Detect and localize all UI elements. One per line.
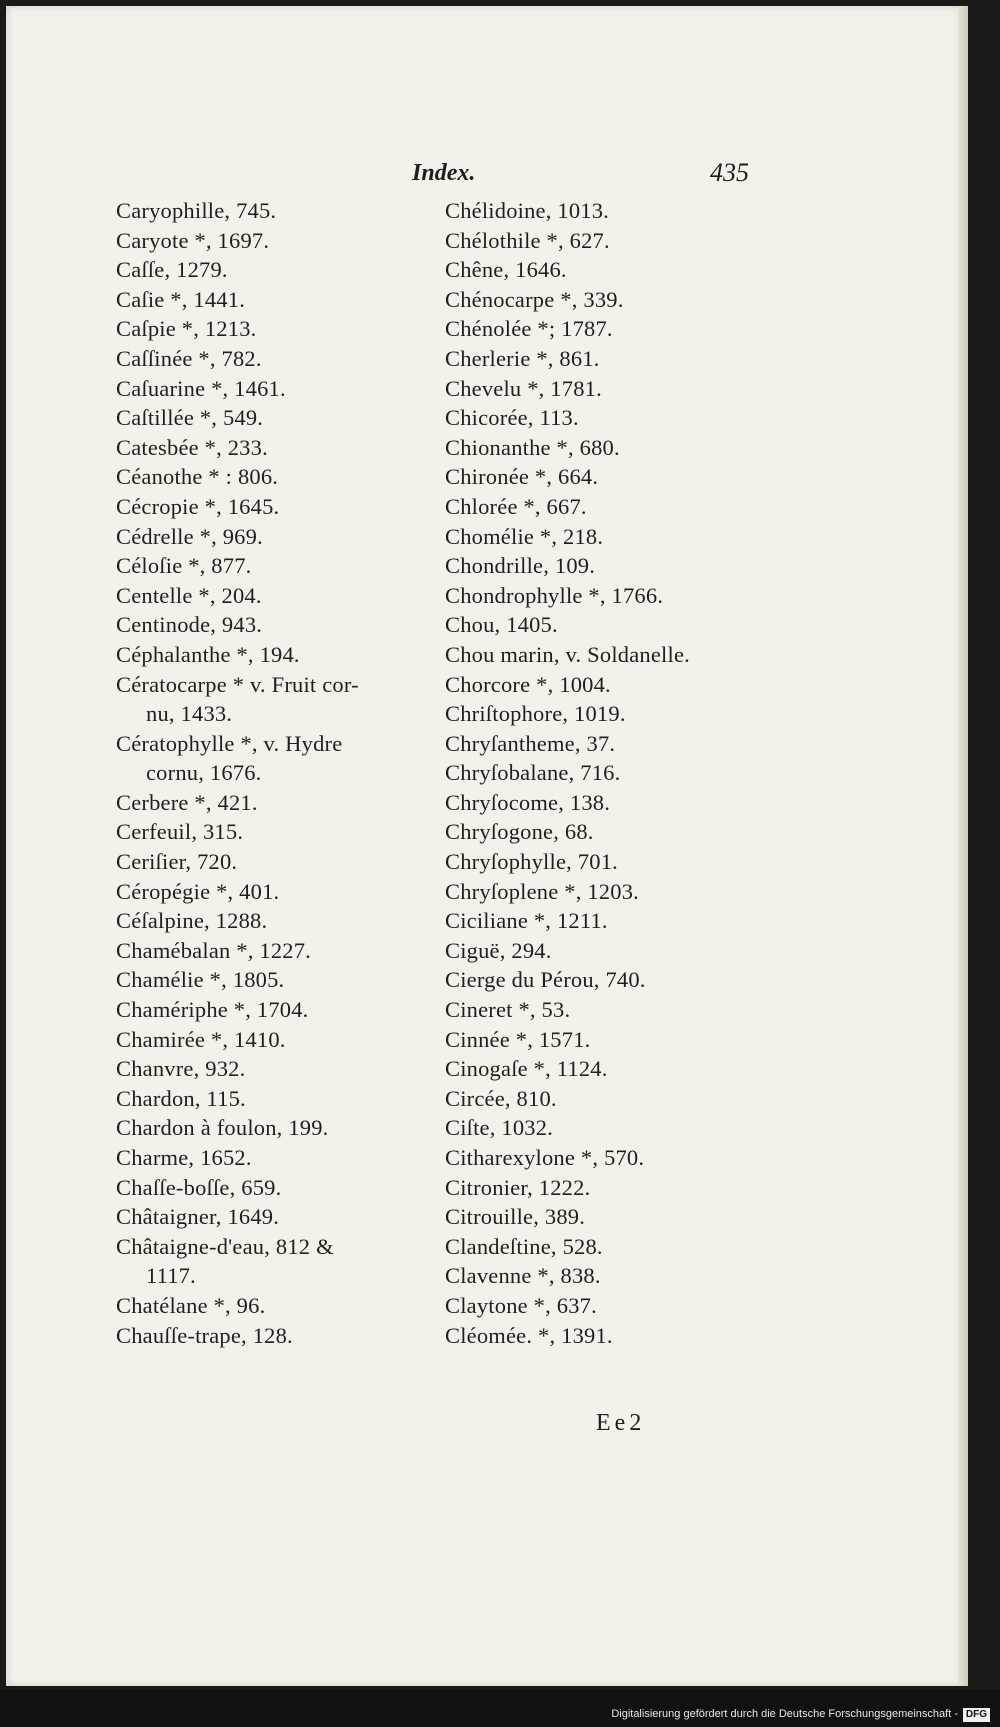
index-entry: Chionanthe *, 680. <box>445 434 620 460</box>
index-entry: Châtaigner, 1649. <box>116 1204 280 1230</box>
index-entry: Chardon, 115. <box>116 1085 246 1111</box>
index-column-left <box>116 196 436 1350</box>
index-entry: Chorcore *, 1004. <box>445 671 611 697</box>
index-entry: Caryophille, 745. <box>116 198 277 223</box>
index-entry: Céſalpine, 1288. <box>116 908 268 934</box>
index-entry: Cherlerie *, 861. <box>445 345 600 371</box>
index-entry: Chanvre, 932. <box>116 1056 246 1082</box>
page-number: 435 <box>710 158 749 187</box>
index-entry: Céphalanthe *, 194. <box>116 641 300 667</box>
index-entry: Cinnée *, 1571. <box>445 1026 591 1052</box>
index-entry: Cineret *, 53. <box>445 997 571 1023</box>
index-entry: Céanothe * : 806. <box>116 464 279 490</box>
index-entry: Chevelu *, 1781. <box>445 375 602 401</box>
index-entry: Caryote *, 1697. <box>116 227 270 253</box>
index-entry: Caſtillée *, 549. <box>116 405 264 431</box>
index-entry: Chlorée *, 667. <box>445 493 587 519</box>
index-entry: Chamélie *, 1805. <box>116 967 285 993</box>
index-entry: Céloſie *, 877. <box>116 553 252 579</box>
index-entry: Chauſſe-trape, 128. <box>116 1322 293 1348</box>
index-entry: Châtaigne-d'eau, 812 & <box>116 1233 334 1259</box>
index-entry: Cécropie *, 1645. <box>116 493 280 519</box>
index-entry: Charme, 1652. <box>116 1145 252 1170</box>
index-entry: Centelle *, 204. <box>116 582 262 608</box>
index-entry: Chélidoine, 1013. <box>445 198 610 223</box>
index-entry: Cératocarpe * v. Fruit cor- <box>116 671 359 697</box>
index-entry: Chryſophylle, 701. <box>445 849 618 875</box>
index-entry: Cerfeuil, 315. <box>116 819 244 845</box>
index-entry: Chryſobalane, 716. <box>445 760 621 786</box>
index-entry: Chryſogone, 68. <box>445 819 594 845</box>
index-entry: Citronier, 1222. <box>445 1174 591 1200</box>
footer-funding-credit: Digitalisierung gefördert durch die Deutsche Forschungsgemeinschaft - <box>611 1708 958 1720</box>
running-header-title: Index. <box>412 160 476 186</box>
index-entry: Ceriſier, 720. <box>116 849 238 875</box>
index-entry: Ciciliane *, 1211. <box>445 908 608 934</box>
index-entry: Cierge du Pérou, 740. <box>445 967 646 993</box>
index-entry: Chaſſe-boſſe, 659. <box>116 1174 282 1200</box>
index-entry: Chomélie *, 218. <box>445 523 604 549</box>
index-entry: Chondrophylle *, 1766. <box>445 582 664 608</box>
index-entry: Caſpie *, 1213. <box>116 316 257 342</box>
index-entry: Chamirée *, 1410. <box>116 1026 286 1052</box>
index-entry: Clandeſtine, 528. <box>445 1233 603 1259</box>
index-entry: Chondrille, 109. <box>445 553 596 579</box>
index-entry: Chryſoplene *, 1203. <box>445 878 639 904</box>
index-entry: Chicorée, 113. <box>445 405 579 431</box>
printer-signature-mark: Ee2 <box>596 1410 646 1436</box>
index-entry: Circée, 810. <box>445 1085 557 1111</box>
index-entry: Clavenne *, 838. <box>445 1263 601 1289</box>
index-entry: Chamériphe *, 1704. <box>116 997 309 1023</box>
index-entry: Cinogaſe *, 1124. <box>445 1056 608 1082</box>
index-entry: Cerbere *, 421. <box>116 789 258 815</box>
index-entry: Chardon à foulon, 199. <box>116 1115 329 1141</box>
index-entry: Catesbée *, 233. <box>116 434 268 460</box>
index-entry: Claytone *, 637. <box>445 1292 597 1318</box>
index-entry: Cédrelle *, 969. <box>116 523 263 549</box>
index-entry: Centinode, 943. <box>116 612 263 638</box>
index-entry: Chou, 1405. <box>445 612 558 638</box>
index-entry: Céropégie *, 401. <box>116 878 280 904</box>
index-entry: Chénocarpe *, 339. <box>445 286 624 312</box>
index-entry: Ciguë, 294. <box>445 937 552 963</box>
index-entry: Chryſocome, 138. <box>445 789 611 815</box>
index-entry: 1117. <box>146 1263 196 1289</box>
index-entry: Chryſantheme, 37. <box>445 730 616 756</box>
index-entry: Citrouille, 389. <box>445 1204 586 1230</box>
page-edge <box>958 6 968 1686</box>
index-entry: nu, 1433. <box>146 701 233 727</box>
index-entry: Chriſtophore, 1019. <box>445 701 626 727</box>
dfg-logo: DFG <box>963 1708 990 1722</box>
index-entry: Chénolée *; 1787. <box>445 316 613 342</box>
index-entry: Chironée *, 664. <box>445 464 599 490</box>
index-entry: Caſſinée *, 782. <box>116 345 262 371</box>
index-entry: Citharexylone *, 570. <box>445 1145 645 1170</box>
index-entry: Chou marin, v. Soldanelle. <box>445 641 690 667</box>
index-entry: Caſuarine *, 1461. <box>116 375 286 401</box>
index-entry: Caſſe, 1279. <box>116 257 228 283</box>
index-entry: Ciſte, 1032. <box>445 1115 554 1141</box>
index-entry: Chatélane *, 96. <box>116 1292 266 1318</box>
index-entry: cornu, 1676. <box>146 760 262 786</box>
index-entry: Cléomée. *, 1391. <box>445 1322 613 1348</box>
index-entry: Chêne, 1646. <box>445 257 567 283</box>
index-entry: Cératophylle *, v. Hydre <box>116 730 343 756</box>
index-entry: Chélothile *, 627. <box>445 227 610 253</box>
index-column-right <box>445 196 775 1350</box>
index-entry: Caſie *, 1441. <box>116 286 246 312</box>
index-entry: Chamébalan *, 1227. <box>116 937 312 963</box>
